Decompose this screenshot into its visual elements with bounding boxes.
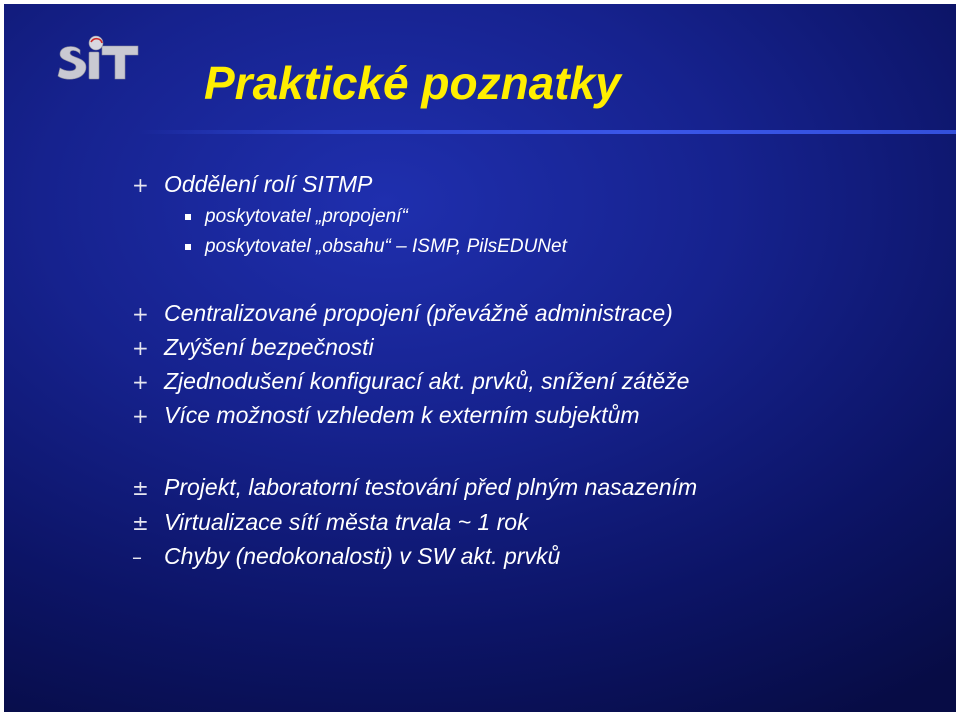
bullet-plus-icon: + (132, 336, 149, 360)
list-item: Zvýšení bezpečnosti (164, 334, 374, 360)
sub-list-item: poskytovatel „obsahu“ – ISMP, PilsEDUNet (205, 236, 567, 257)
bullet-plus-icon: + (132, 173, 149, 197)
bullet-plus-icon: + (132, 302, 149, 326)
square-bullet-icon (185, 244, 191, 250)
bullet-plus-icon: + (132, 370, 149, 394)
bullet-plus-minus-icon: ± (132, 511, 149, 535)
list-item: Projekt, laboratorní testování před plným nasazením (164, 474, 698, 500)
sub-list-item: poskytovatel „propojení“ (205, 206, 408, 227)
slide-content (4, 4, 956, 712)
list-item: Chyby (nedokonalosti) v SW akt. prvků (164, 543, 561, 569)
list-item: Oddělení rolí SITMP (164, 171, 373, 197)
bullet-plus-icon: + (132, 404, 149, 428)
list-item: Více možností vzhledem k externím subjektům (164, 402, 640, 428)
list-item: Centralizované propojení (převážně administrace) (164, 300, 673, 326)
bullet-minus-icon: – (132, 545, 142, 569)
list-item: Virtualizace sítí města trvala ~ 1 rok (164, 509, 529, 535)
bullet-plus-minus-icon: ± (132, 476, 149, 500)
slide (4, 4, 956, 712)
list-item: Zjednodušení konfigurací akt. prvků, snížení zátěže (164, 368, 690, 394)
square-bullet-icon (185, 214, 191, 220)
slide-title: Praktické poznatky (204, 57, 621, 109)
